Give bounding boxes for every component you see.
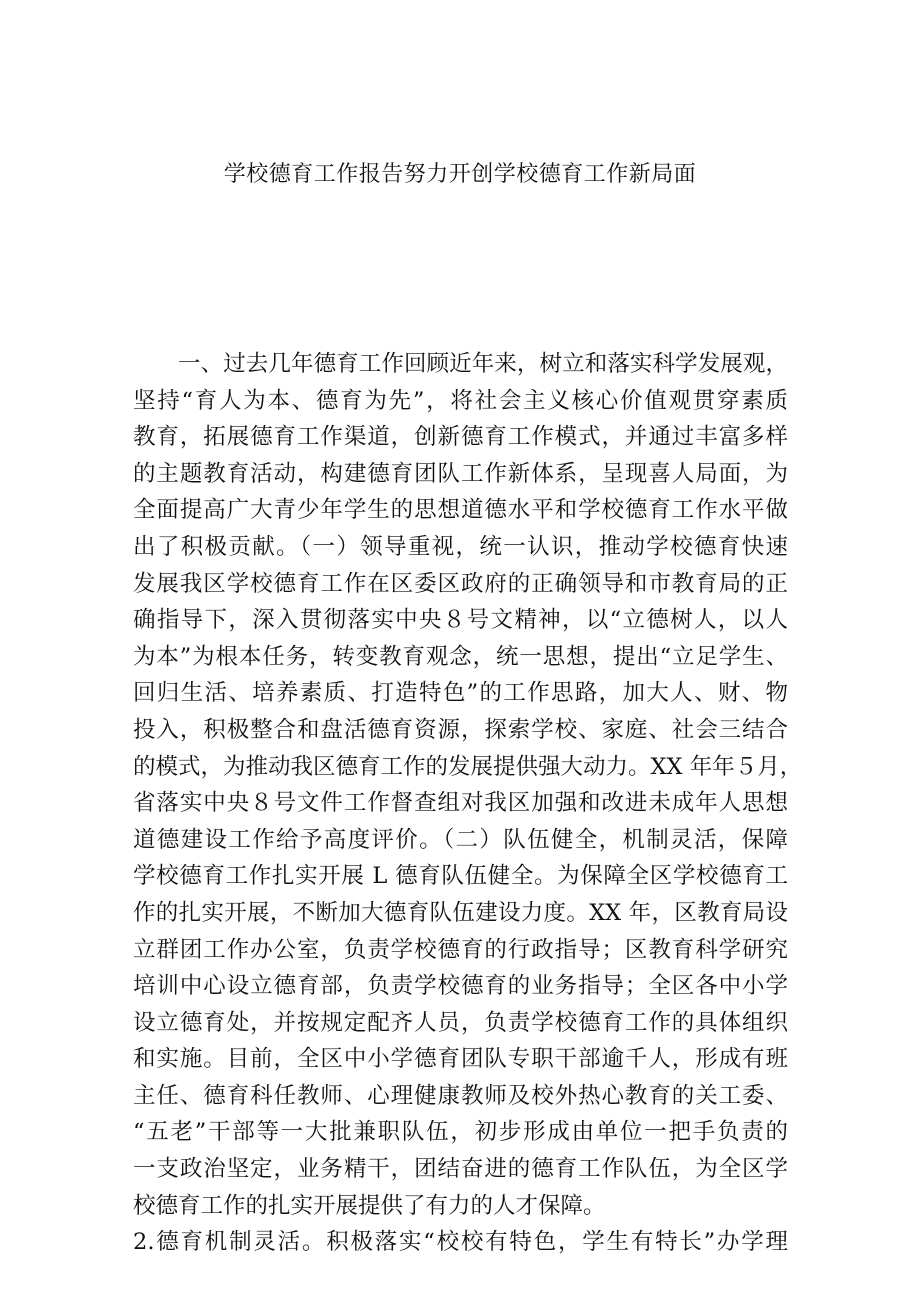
body-line: 2.德育机制灵活。积极落实“校校有特色，学生有特长”办学理 — [133, 1229, 788, 1256]
body-line: 主任、德育科任教师、心理健康教师及校外热心教育的关工委、 — [133, 1082, 788, 1109]
body-line: 确指导下，深入贯彻落实中央８号文精神，以“立德树人，以人 — [133, 607, 788, 634]
body-line: 学校德育工作扎实开展 L 德育队伍健全。为保障全区学校德育工 — [133, 863, 788, 890]
body-line: 设立德育处，并按规定配齐人员，负责学校德育工作的具体组织 — [133, 1009, 788, 1036]
body-line: 坚持“育人为本、德育为先”，将社会主义核心价值观贯穿素质 — [133, 387, 788, 414]
document-title: 学校德育工作报告努力开创学校德育工作新局面 — [223, 162, 697, 187]
body-line: 和实施。目前，全区中小学德育团队专职干部逾千人，形成有班 — [133, 1046, 788, 1073]
body-line: 校德育工作的扎实开展提供了有力的人才保障。 — [133, 1192, 606, 1219]
body-line: 回归生活、培养素质、打造特色”的工作思路，加大人、财、物 — [133, 680, 788, 707]
body-line: 立群团工作办公室，负责学校德育的行政指导；区教育科学研究 — [133, 936, 788, 963]
body-line: 全面提高广大青少年学生的思想道德水平和学校德育工作水平做 — [133, 497, 788, 524]
body-line: 一、过去几年德育工作回顾近年来，树立和落实科学发展观， — [178, 351, 788, 377]
body-line: 发展我区学校德育工作在区委区政府的正确领导和市教育局的正 — [133, 570, 788, 597]
body-line: 投入，积极整合和盘活德育资源，探索学校、家庭、社会三结合 — [133, 716, 788, 743]
body-line: “五老”干部等一大批兼职队伍，初步形成由单位一把手负责的 — [133, 1119, 788, 1146]
body-line: 出了积极贡献。（一）领导重视，统一认识，推动学校德育快速 — [133, 533, 788, 560]
document-body — [133, 346, 803, 1261]
body-line: 的模式，为推动我区德育工作的发展提供强大动力。XX 年年５月， — [133, 753, 803, 780]
body-line: 为本”为根本任务，转变教育观念，统一思想，提出“立足学生、 — [133, 643, 788, 670]
body-line: 作的扎实开展，不断加大德育队伍建设力度。XX 年，区教育局设 — [133, 899, 788, 926]
body-line: 道德建设工作给予高度评价。（二）队伍健全，机制灵活，保障 — [133, 826, 788, 853]
body-line: 一支政治坚定，业务精干，团结奋进的德育工作队伍，为全区学 — [133, 1156, 788, 1183]
body-line: 省落实中央８号文件工作督查组对我区加强和改进未成年人思想 — [133, 790, 788, 817]
body-line: 的主题教育活动，构建德育团队工作新体系，呈现喜人局面，为 — [133, 460, 788, 487]
body-line: 教育，拓展德育工作渠道，创新德育工作模式，并通过丰富多样 — [133, 424, 788, 451]
body-line: 培训中心设立德育部，负责学校德育的业务指导；全区各中小学 — [133, 973, 788, 1000]
